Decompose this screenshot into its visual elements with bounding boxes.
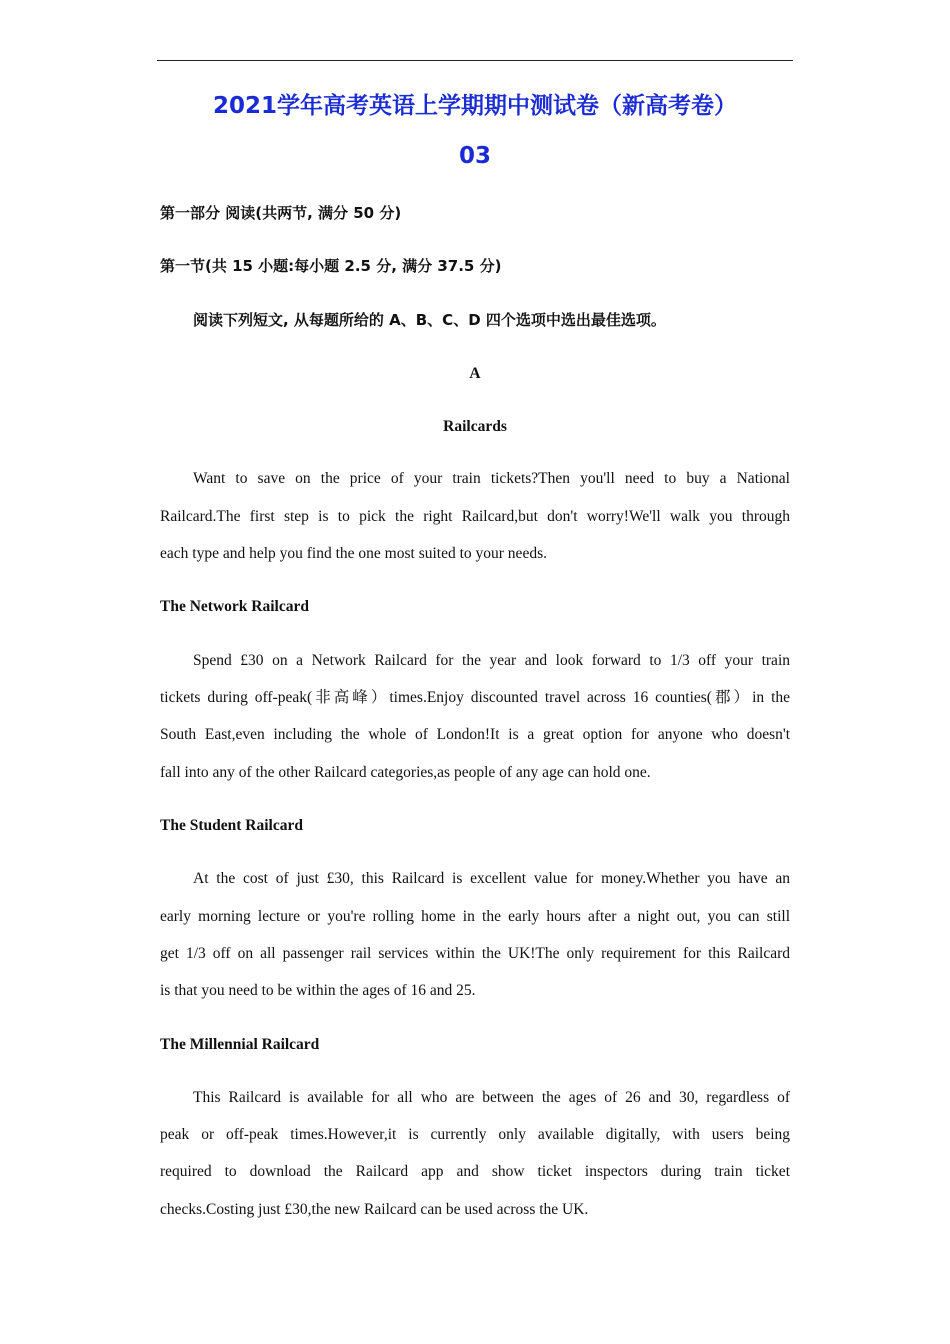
section-heading: 第一节(共 15 小题:每小题 2.5 分, 满分 37.5 分) bbox=[160, 257, 502, 275]
network-line: fall into any of the other Railcard categories,as people of any age can hold one. bbox=[160, 764, 651, 781]
millennial-line: This Railcard is available for all who are between the ages of 26 and 30, regardless of bbox=[193, 1089, 790, 1106]
student-line: At the cost of just £30, this Railcard is excellent value for money.Whether you have an bbox=[193, 870, 790, 887]
student-line: get 1/3 off on all passenger rail services within the UK!The only requirement for this Railcard bbox=[160, 945, 790, 962]
intro-line: Railcard.The first step is to pick the right Railcard,but don't worry!We'll walk you through bbox=[160, 508, 790, 525]
passage-label: A bbox=[469, 365, 481, 382]
exam-title-number: 03 bbox=[458, 143, 491, 169]
millennial-line: peak or off-peak times.However,it is currently only available digitally, with users being bbox=[160, 1126, 790, 1143]
instruction-text: 阅读下列短文, 从每题所给的 A、B、C、D 四个选项中选出最佳选项。 bbox=[193, 311, 666, 329]
millennial-line: required to download the Railcard app and show ticket inspectors during train ticket bbox=[160, 1163, 790, 1180]
student-line: is that you need to be within the ages of 16 and 25. bbox=[160, 982, 476, 999]
section-heading-network: The Network Railcard bbox=[160, 598, 309, 615]
millennial-line: checks.Costing just £30,the new Railcard can be used across the UK. bbox=[160, 1201, 589, 1218]
student-line: early morning lecture or you're rolling home in the early hours after a night out, you can still bbox=[160, 908, 790, 925]
part-heading: 第一部分 阅读(共两节, 满分 50 分) bbox=[160, 204, 402, 222]
section-heading-student: The Student Railcard bbox=[160, 817, 303, 834]
exam-title: 2021学年高考英语上学期期中测试卷（新高考卷） bbox=[212, 93, 737, 119]
network-line: Spend £30 on a Network Railcard for the year and look forward to 1/3 off your train bbox=[193, 652, 790, 669]
intro-line: Want to save on the price of your train tickets?Then you'll need to buy a National bbox=[193, 470, 790, 487]
network-line: South East,even including the whole of London!It is a great option for anyone who doesn't bbox=[160, 726, 790, 743]
passage-title: Railcards bbox=[443, 418, 507, 435]
header-rule bbox=[157, 60, 793, 61]
section-heading-millennial: The Millennial Railcard bbox=[160, 1036, 320, 1053]
network-line: tickets during off-peak(非高峰）times.Enjoy discounted travel across 16 counties(郡）in the bbox=[160, 689, 790, 706]
intro-line: each type and help you find the one most suited to your needs. bbox=[160, 545, 547, 562]
